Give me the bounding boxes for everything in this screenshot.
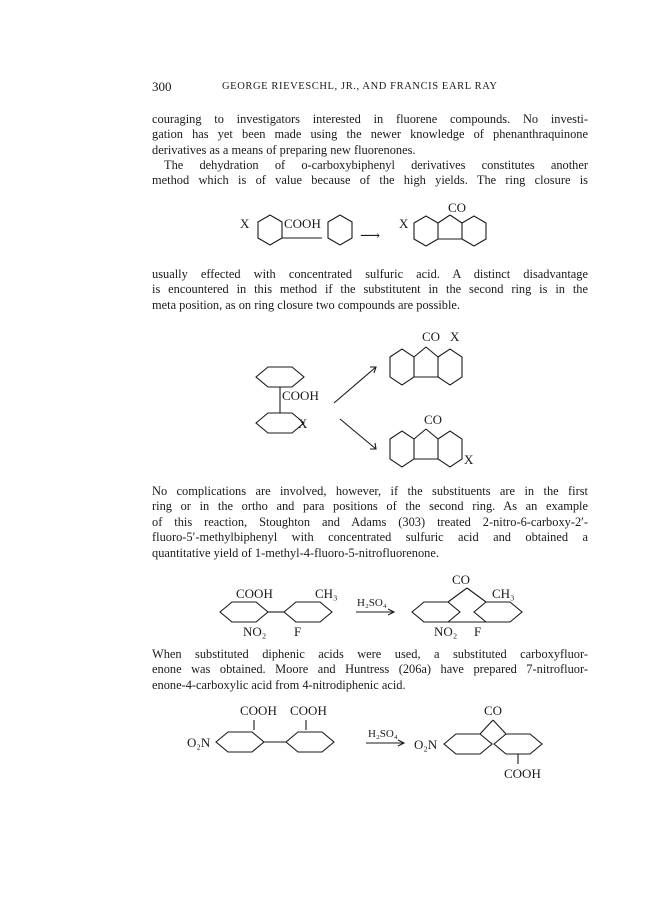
text-line: The dehydration of o-carboxybiphenyl derivatives constitutes another [164,158,588,172]
arrow-down [340,419,376,449]
ch3-label: CH₃ [315,586,338,601]
fluorenone-product [414,215,486,246]
scheme-stoughton-adams [0,572,645,642]
paragraph-3 [152,267,588,313]
substituent-x: X [298,416,308,431]
text-line: enone was obtained. Moore and Huntress (206a) have prepared 7-nitrofluor- [152,662,588,677]
text-line: is encountered in this method if the substitutent in the second ring is in the [152,282,588,297]
o2n-label-product: O₂N [414,737,438,752]
co-label-top: CO [422,329,441,344]
ring-a-left [258,215,282,245]
substituent-x: X [240,216,250,231]
cooh-label-product: COOH [504,766,541,781]
scheme-moore-huntress [0,700,645,790]
substituent-x-product: X [399,216,409,231]
scheme-meta-closure [0,325,645,480]
running-header [152,79,592,95]
co-label-bottom: CO [424,412,443,427]
diphenic-acid-reactant [216,732,334,752]
biphenyl-reactant [220,602,332,622]
reaction-arrow: ⟶ [360,229,381,244]
text-line: method which is of value because of the high yields. The ring closure is [152,173,588,188]
paragraph-2 [152,158,588,189]
f-label-product: F [474,624,482,639]
co-label: CO [448,200,467,215]
running-title: GEORGE RIEVESCHL, JR., AND FRANCIS EARL RAY [222,81,498,92]
text-line: enone-4-carboxylic acid from 4-nitrodiphenic acid. [152,677,406,692]
text-line: of this reaction, Stoughton and Adams (303) treated 2-nitro-6-carboxy-2′- [152,514,588,529]
cooh-label: COOH [282,388,319,403]
cooh-label-2: COOH [290,703,327,718]
arrow-up [334,367,376,403]
fluorenone-isomer-1 [390,347,462,385]
ring-b-left [328,215,352,245]
f-label: F [294,624,302,639]
text-line: quantitative yield of 1-methyl-4-fluoro-5-nitrofluorenone. [152,545,439,560]
text-line: gation has yet been made using the newer knowledge of phenanthraquinone [152,127,588,142]
text-line: derivatives as a means of preparing new fluorenones. [152,142,416,157]
text-line: fluoro-5′-methylbiphenyl with concentrated sulfuric acid and obtained a [152,530,588,545]
reagent-label: H₂SO₄ [357,597,387,609]
cooh-label-1: COOH [240,703,277,718]
text-line: couraging to investigators interested in fluorene compounds. No investi- [152,112,588,126]
text-line: usually effected with concentrated sulfuric acid. A distinct disadvantage [152,267,588,281]
substituent-x-bottom: X [464,452,474,467]
paragraph-4 [152,484,588,561]
reagent-label: H₂SO₄ [368,728,398,740]
text-line: No complications are involved, however, if the substituents are in the first [152,484,588,498]
ch3-label-product: CH₃ [492,586,515,601]
text-line: When substituted diphenic acids were used, a substituted carboxyfluor- [152,647,588,661]
no2-label-product: NO₂ [434,624,458,639]
no2-label: NO₂ [243,624,267,639]
substituent-x-top: X [450,329,460,344]
fluorenone-isomer-2 [390,429,462,467]
scheme-ring-closure [0,198,645,268]
co-label: CO [452,572,471,587]
cooh-label: COOH [284,216,321,231]
co-label: CO [484,703,503,718]
text-line: ring or in the ortho and para positions of the second ring. As an example [152,499,588,514]
fluorenone-product [444,720,542,764]
cooh-label: COOH [236,586,273,601]
paragraph-5 [152,647,588,693]
text-line: meta position, as on ring closure two compounds are possible. [152,297,460,312]
paragraph-1 [152,112,588,158]
page-number: 300 [152,79,172,94]
o2n-label: O₂N [187,735,211,750]
